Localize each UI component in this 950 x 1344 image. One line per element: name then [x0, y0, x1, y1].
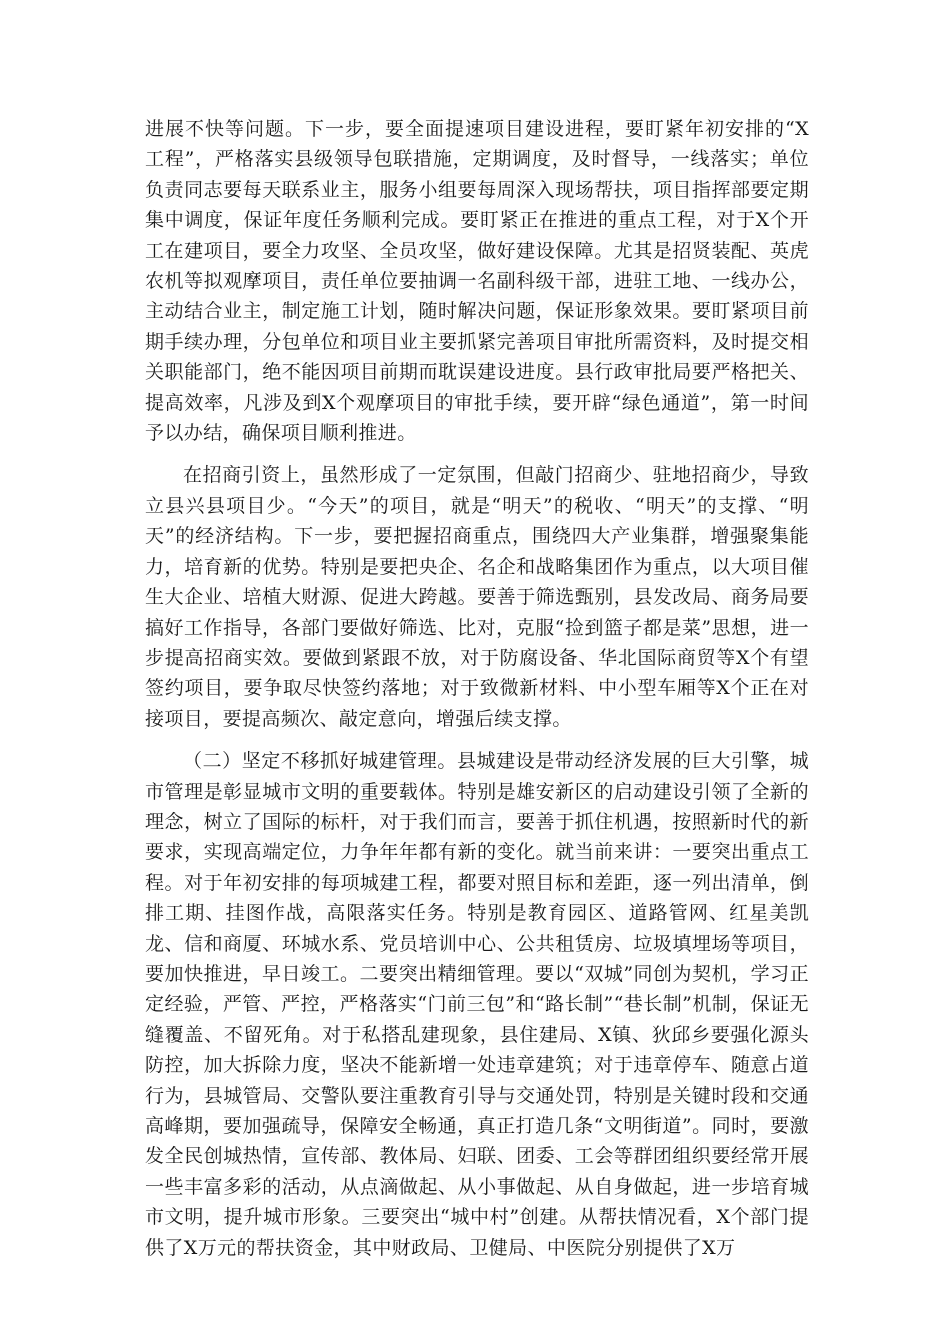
paragraph-project-construction: 进展不快等问题。下一步，要全面提速项目建设进程，要盯紧年初安排的“X工程”，严格落实县级领导包联措施，定期调度，及时督导，一线落实；单位负责同志要每天联系业主，服务小组要每周深入现场帮扶，项目指挥部要定期集中调度，保证年度任务顺利完成。要盯紧正在推进的重点工程，对于X个开工在建项目，要全力攻坚、全员攻坚，做好建设保障。尤其是招贤装配、英虎农机等拟观摩项目，责任单位要抽调一名副科级干部，进驻工地、一线办公，主动结合业主，制定施工计划，随时解决问题，保证形象效果。要盯紧项目前期手续办理，分包单位和项目业主要抓紧完善项目审批所需资料，及时提交相关职能部门，绝不能因项目前期而耽误建设进度。县行政审批局要严格把关、提高效率，凡涉及到X个观摩项目的审批手续，要开辟“绿色通道”，第一时间予以办结，确保项目顺利推进。 — [145, 118, 809, 445]
document-body — [145, 114, 809, 1263]
paragraph-urban-construction: （二）坚定不移抓好城建管理。县城建设是带动经济发展的巨大引擎，城市管理是彰显城市文明的重要载体。特别是雄安新区的启动建设引领了全新的理念，树立了国际的标杆，对于我们而言，要善于抓住机遇，按照新时代的新要求，实现高端定位，力争年年都有新的变化。就当前来讲：一要突出重点工程。对于年初安排的每项城建工程，都要对照目标和差距，逐一列出清单，倒排工期、挂图作战，高限落实任务。特别是教育园区、道路管网、红星美凯龙、信和商厦、环城水系、党员培训中心、公共租赁房、垃圾填埋场等项目，要加快推进，早日竣工。二要突出精细管理。要以“双城”同创为契机，学习正定经验，严管、严控，严格落实“门前三包”和“路长制”“巷长制”机制，保证无缝覆盖、不留死角。对于私搭乱建现象，县住建局、X镇、狄邱乡要强化源头防控，加大拆除力度，坚决不能新增一处违章建筑；对于违章停车、随意占道行为，县城管局、交警队要注重教育引导与交通处罚，特别是关键时段和交通高峰期，要加强疏导，保障安全畅通，真正打造几条“文明街道”。同时，要激发全民创城热情，宣传部、教体局、妇联、团委、工会等群团组织要经常开展一些丰富多彩的活动，从点滴做起、从小事做起、从自身做起，进一步培育城市文明，提升城市形象。三要突出“城中村”创建。从帮扶情况看，X个部门提供了X万元的帮扶资金，其中财政局、卫健局、中医院分别提供了X万 — [145, 750, 809, 1259]
paragraph-investment-attraction: 在招商引资上，虽然形成了一定氛围，但敲门招商少、驻地招商少，导致立县兴县项目少。“今天”的项目，就是“明天”的税收、“明天”的支撑、“明天”的经济结构。下一步，要把握招商重点，围绕四大产业集群，增强聚集能力，培育新的优势。特别是要把央企、名企和战略集团作为重点，以大项目催生大企业、培植大财源、促进大跨越。要善于筛选甄别，县发改局、商务局要搞好工作指导，各部门要做好筛选、比对，克服“捡到篮子都是菜”思想，进一步提高招商实效。要做到紧跟不放，对于防腐设备、华北国际商贸等X个有望签约项目，要争取尽快签约落地；对于致微新材料、中小型车厢等X个正在对接项目，要提高频次、敲定意向，增强后续支撑。 — [145, 464, 809, 730]
